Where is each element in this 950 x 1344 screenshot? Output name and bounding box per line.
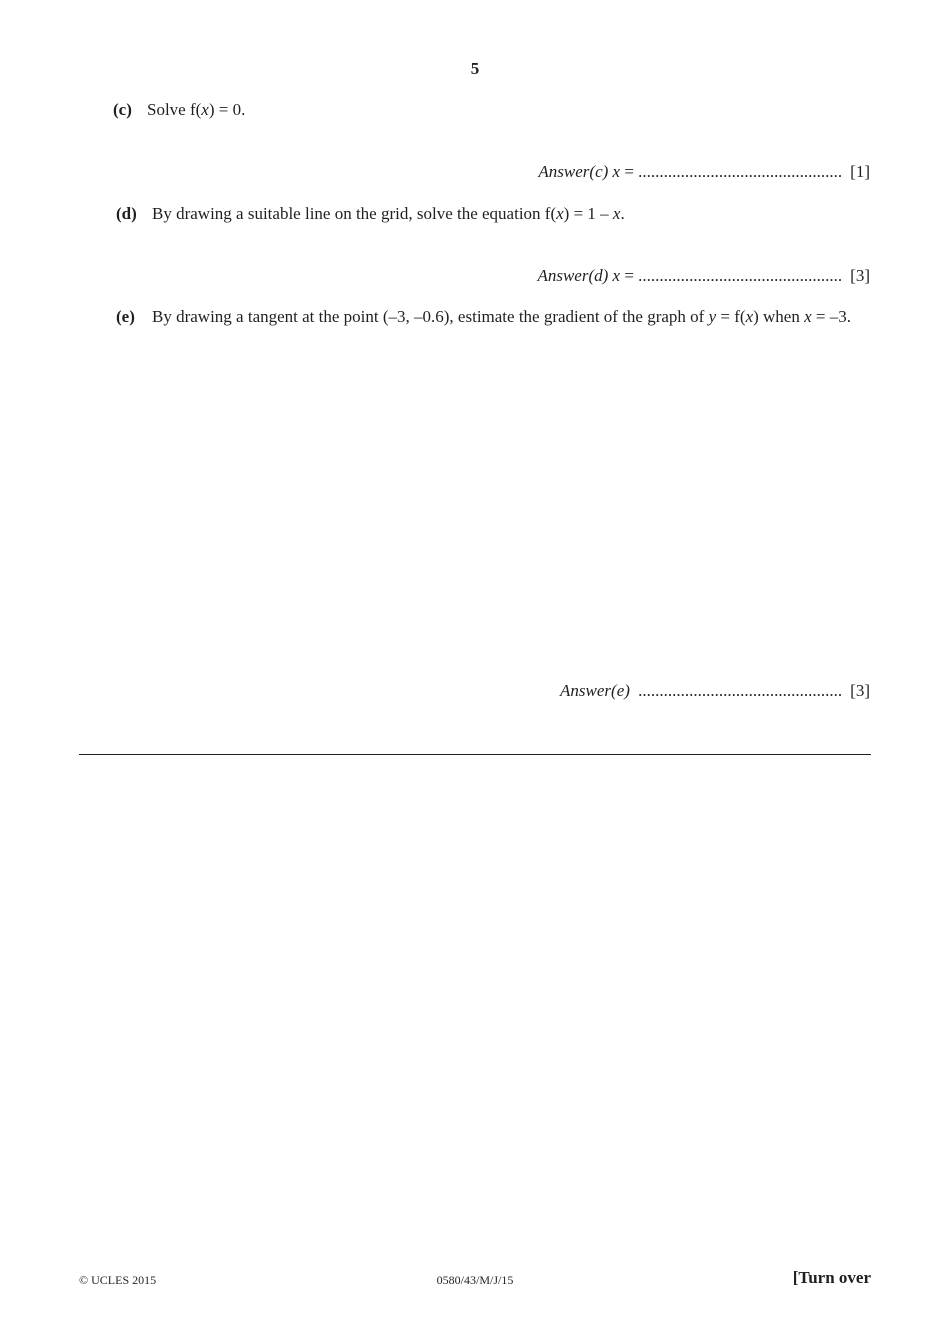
question-e: [116, 307, 851, 327]
question-c-text-part: ) = 0.: [208, 100, 246, 119]
question-d-text: [152, 204, 625, 224]
answer-e-marks: [3]: [850, 681, 870, 700]
question-e-text-part: = –3.: [811, 307, 851, 326]
question-c-text-part: Solve f(: [147, 100, 202, 119]
answer-e-line: [560, 681, 870, 701]
answer-e-field[interactable]: ................................................: [638, 681, 843, 700]
question-e-text-part: ) when: [753, 307, 805, 326]
question-d-label: (d): [116, 204, 137, 223]
question-d-var: x: [556, 204, 564, 223]
footer-copyright: © UCLES 2015: [79, 1273, 157, 1287]
section-divider: [79, 754, 871, 755]
answer-c-field[interactable]: ................................................: [638, 162, 843, 181]
question-d-text-part: ) = 1 –: [563, 204, 613, 223]
question-e-text: [152, 307, 851, 327]
page-number: 5: [470, 59, 480, 78]
question-e-var: x: [804, 307, 812, 326]
question-d-var: x: [612, 204, 621, 223]
answer-c-eq: =: [620, 162, 639, 181]
answer-d-field[interactable]: ................................................: [638, 266, 843, 285]
question-e-text-part: = f(: [716, 307, 746, 326]
question-d: [116, 204, 625, 224]
question-e-text-part: By drawing a tangent at the point (–3, –0.6), estimate the gradient of the graph of: [152, 307, 709, 326]
answer-c-var: x: [612, 162, 621, 181]
question-c: [113, 100, 245, 120]
answer-c-marks: [1]: [850, 162, 870, 181]
question-c-text: [147, 100, 245, 120]
footer-paper-code: 0580/43/M/J/15: [436, 1273, 514, 1287]
answer-e-label: Answer(e): [560, 681, 630, 700]
question-e-label: (e): [116, 307, 135, 326]
question-e-var: y: [708, 307, 717, 326]
question-c-label: (c): [113, 100, 132, 119]
answer-d-label: Answer(d): [537, 266, 609, 285]
footer-turn-over: [Turn over: [792, 1268, 871, 1287]
answer-d-marks: [3]: [850, 266, 870, 285]
answer-d-eq: =: [620, 266, 639, 285]
question-d-text-part: By drawing a suitable line on the grid, solve the equation f(: [152, 204, 557, 223]
answer-c-label: Answer(c): [538, 162, 609, 181]
question-e-var: x: [745, 307, 754, 326]
answer-d-line: [537, 266, 870, 286]
question-c-var: x: [201, 100, 209, 119]
answer-d-var: x: [612, 266, 621, 285]
question-d-text-part: .: [620, 204, 625, 223]
answer-c-line: [538, 162, 870, 182]
